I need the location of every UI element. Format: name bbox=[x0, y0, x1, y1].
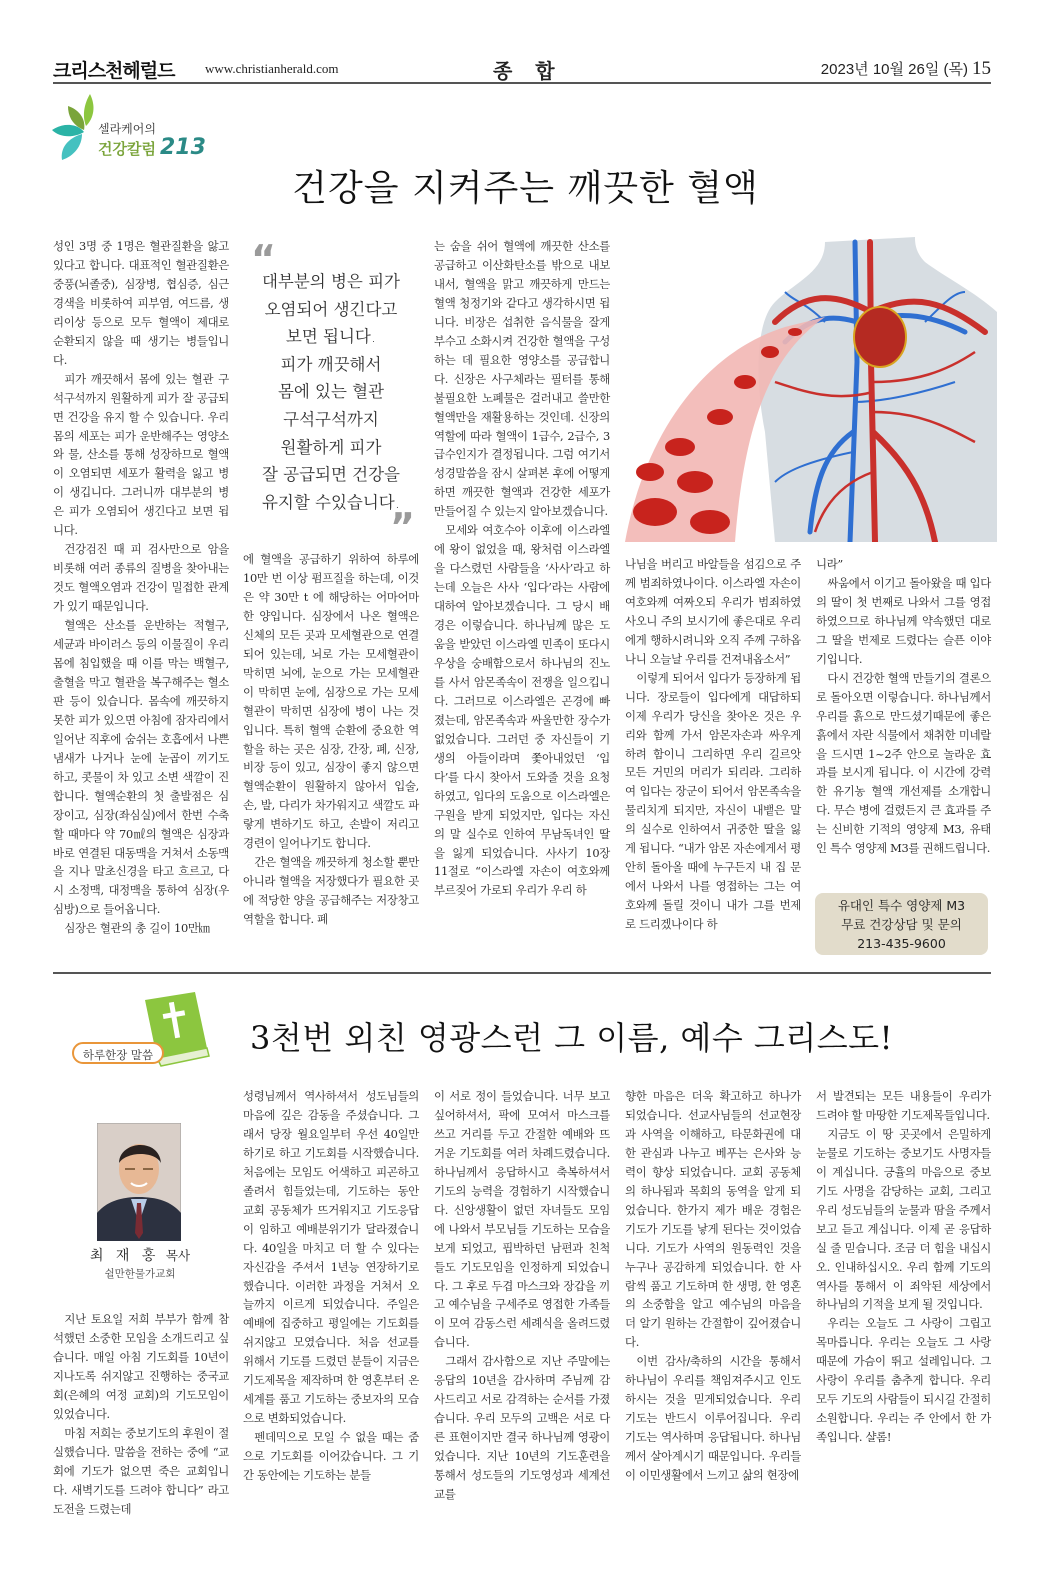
article2-column-2 bbox=[243, 1087, 419, 1485]
leaf-logo-icon bbox=[50, 92, 100, 164]
article1-column-5 bbox=[816, 555, 991, 858]
paragraph: 지난 토요일 저희 부부가 함께 참석했던 소중한 모임을 소개드리고 싶습니다. 매일 아침 기도회를 10년이 지나도록 쉬지않고 진행하는 중국교회(은혜의 여정 교회)의 기도모임이 있었습니다. bbox=[53, 1312, 229, 1421]
paragraph: 니라” bbox=[816, 557, 843, 571]
paragraph: 서 발견되는 모든 내용들이 우리가 드려야 할 마땅한 기도제목들입니다. bbox=[816, 1089, 991, 1122]
pull-quote-line: 유지할 수있습니다. bbox=[261, 492, 400, 512]
paragraph: 성령님께서 역사하셔서 성도님들의 마음에 깊은 감동을 주셨습니다. 그래서 당장 월요일부터 우선 40일만 하기로 하고 기도회를 시작했습니다. 처음에는 모임도 어색하고 피곤하고 졸려서 힘들었는데, 기도하는 동안 교회 공동체가 뜨거워지고 기도응답이 임하고 예배분위기가 달라졌습니다. 40일을 마치고 더 할 수 있다는 자신감을 주셔서 1년능 연장하기로 했습니다. 이러한 과정을 거쳐서 오늘까지 이르게 되었습니다. 주일은 예배에 집중하고 평일에는 기도회를 쉬지않고 모였습니다. 처음 선교를 위해서 기도를 드렸던 분들이 지금은 기도제목을 제작하며 한 영혼부터 온 세계를 품고 기도하는 중보자의 모습으로 변화되었습니다. bbox=[243, 1089, 419, 1426]
issue-date-block bbox=[821, 58, 991, 80]
pull-quote-line: 원활하게 피가 bbox=[280, 437, 382, 457]
logo-title-text: 건강칼럼 bbox=[98, 140, 156, 158]
masthead bbox=[53, 56, 991, 84]
article1-column-4 bbox=[625, 555, 801, 934]
close-quote-icon: ” bbox=[390, 505, 415, 549]
paragraph: 이 서로 정이 들었습니다. 너무 보고 싶어하셔서, 팍에 모여서 마스크를 쓰고 거리를 두고 간절한 예배와 뜨거운 기도회를 여러 차례드렸습니다. 하나님께서 응답하시고 축복하셔서 기도의 능력을 경험하기 시작했습니다. 신앙생활이 없던 자녀들도 모임에 나와서 부모님들 기도하는 모습을 보게 되었고, 핍박하던 남편과 친척들도 기도모임을 인정하게 되었습니다. 그 후로 두겹 마스크와 장갑을 끼고 예수님을 구세주로 영접한 가족들이 모여 감동스런 세례식을 올려드렸습니다. bbox=[434, 1089, 610, 1350]
article2-column-1 bbox=[53, 1310, 229, 1518]
paragraph: 간은 혈액을 깨끗하게 청소할 뿐만 아니라 혈액을 저장했다가 필요한 곳에 적당한 양을 공급해주는 저장창고 역할을 합니다. 폐 bbox=[243, 855, 419, 927]
paragraph: 피가 깨끗해서 몸에 있는 혈관 구석구석까지 원활하게 피가 잘 공급되면 건강을 유지 할 수 있습니다. 우리 몸의 세포는 피가 운반해주는 영양소와 물, 산소를 통해 성장하므로 혈액이 오염되면 세포가 활력을 잃고 병이 생깁니다. 그러니까 대부분의 병은 피가 오염되어 생긴다고 보면 됩니다. bbox=[53, 371, 229, 538]
daily-word-badge: 하루한장 말씀 bbox=[72, 1042, 164, 1064]
paragraph: 심장은 혈관의 총 길이 10만㎞ bbox=[64, 921, 210, 936]
paragraph: 지금도 이 땅 곳곳에서 은밀하게 눈물로 기도하는 중보기도 사명자들이 계십니다. 긍휼의 마음으로 중보기도 사명을 감당하는 교회, 그리고 우리 성도님들의 눈물과 땀을 주께서 보고 듣고 계십니다. 이제 곧 응답하실 줄 믿습니다. 조금 더 힘을 내십시오. 인내하십시오. 우리 함께 기도의 역사를 통해서 이 죄악된 세상에서 하나님의 기적을 보게 될 것입니다. bbox=[816, 1126, 991, 1312]
article1-column-2 bbox=[243, 550, 419, 929]
issue-date: 2023년 10월 26일 (목) bbox=[820, 61, 968, 78]
paragraph: 펜데믹으로 모일 수 없을 때는 줌으로 기도회를 이어갔습니다. 그 기간 동안에는 기도하는 분들 bbox=[243, 1430, 419, 1483]
pull-quote-line: 보면 됩니다. bbox=[285, 327, 377, 347]
pull-quote-text bbox=[243, 268, 419, 516]
paragraph: 이렇게 되어서 입다가 등장하게 됩니다. 장로들이 입다에게 대답하되 이제 우리가 당신을 찾아온 것은 우리와 함께 가서 암몬자손과 싸우게 하려 함이니 그리하면 우리 길르앗 모든 거민의 머리가 되리라. 그리하여 입다는 장군이 되어서 암몬족속을 물리치게 되지만, 자신이 내뱉은 말의 실수로 인하여서 귀중한 딸을 잃게 됩니다. “내가 암몬 자손에게서 평안히 돌아올 때에 누구든지 내 집 문에서 나와서 나를 영접하는 그는 여호와께 돌릴 것이니 내가 그를 번제로 드리겠나이다 하 bbox=[625, 670, 801, 932]
pull-quote bbox=[243, 237, 419, 549]
paragraph: 우리는 오늘도 그 사랑이 그립고 목마릅니다. 우리는 오늘도 그 사랑때문에 가슴이 뛰고 설레입니다. 그 사랑이 우리를 춤추게 합니다. 우리 모두 기도의 사람들이 되시길 간절히 소원합니다. 우리는 주 안에서 한 가족입니다. 샬롬! bbox=[816, 1316, 991, 1445]
pull-quote-line: 피가 깨끗해서 bbox=[280, 354, 382, 374]
author-name-block bbox=[60, 1245, 220, 1265]
logo-title bbox=[98, 135, 206, 160]
paragraph: 모세와 여호수아 이후에 이스라엘에 왕이 없었을 때, 왕처럼 이스라엘을 다스렸던 사람들을 ‘사사’라고 하는데 오늘은 사사 ‘입다’라는 사람에 대하여 알아보겠습니다. 그 당시 배경은 이렇습니다. 하나님께 많은 도움을 받았던 이스라엘 민족이 또다시 우상을 숭배함으로서 하나님의 진노를 사서 암몬족속이 전쟁을 일으킵니다. 그러므로 이스라엘은 곤경에 빠졌는데, 암몬족속과 싸울만한 장수가 없었습니다. 그러던 중 자신들이 기생의 아들이라며 쫓아내었던 ‘입다’를 다시 찾아서 도와줄 것을 요청하였고, 입다의 도움으로 이스라엘은 구원을 받게 되었지만, 입다는 자신의 말 실수로 인하여 무남독녀인 딸을 잃게 되었습니다. 사사기 10장 11절로 “이스라엘 자손이 여호와께 부르짖어 가로되 우리가 우리 하 bbox=[434, 523, 610, 898]
column-logo bbox=[50, 92, 230, 164]
author-name: 최 재 홍 bbox=[89, 1248, 160, 1264]
paragraph: 이번 감사/축하의 시간을 통해서 하나님이 우리를 책임져주시고 인도하시는 것을 믿게되었습니다. 우리 기도는 반드시 이루어집니다. 우리 기도는 역사하며 응답됩니다. 하나님께서 살아계시기 때문입니다. 우리들이 이민생활에서 느끼고 삶의 현장에 bbox=[625, 1354, 801, 1483]
contact-phone[interactable]: 213-435-9600 bbox=[857, 936, 946, 951]
contact-product: 유대인 특수 영양제 M3 bbox=[837, 898, 966, 913]
newspaper-brand: 크리스천헤럴드 bbox=[53, 60, 175, 82]
article2-column-3 bbox=[434, 1087, 610, 1504]
paragraph: 는 숨을 쉬어 혈액에 깨끗한 산소를 공급하고 이산화탄소를 밖으로 내보내서, 혈액을 맑고 깨끗하게 만드는 혈액 청정기와 같다고 생각하시면 됩니다. 비장은 섭취한 음식물을 잘게 부수고 소화시켜 건강한 혈액을 구성하는 데 필요한 영양소를 공급합니다. 신장은 사구체라는 필터를 통해 불필요한 노폐물은 걸러내고 쓸만한 혈액만을 재활용하는 것인데. 신장의 역할에 따라 혈액이 1급수, 2급수, 3급수인지가 결정됩니다. 그럼 여기서 성경말씀을 잠시 살펴본 후에 어떻게 하면 깨끗한 혈액과 건강한 세포가 만들어질 수 있는지 알아보겠습니다. bbox=[434, 239, 610, 519]
paragraph: 마침 저희는 중보기도의 후원이 절실했습니다. 말씀을 전하는 중에 “교회에 기도가 없으면 죽은 교회입니다. 새벽기도를 드려야 합니다” 라고 도전을 드렸는데 bbox=[53, 1425, 229, 1516]
logo-subtitle: 셀라케어의 bbox=[98, 122, 156, 136]
paragraph: 싸움에서 이기고 돌아왔을 때 입다의 딸이 첫 번째로 나와서 그를 영접하였으므로 하나님께 약속했던 대로 그 딸을 번제로 드렸다는 슬픈 이야기입니다. bbox=[816, 575, 991, 666]
article-headline: 건강을 지켜주는 깨끗한 혈액 bbox=[292, 168, 759, 209]
pull-quote-line: 대부분의 병은 피가 bbox=[261, 272, 400, 291]
author-photo bbox=[97, 1123, 181, 1241]
paragraph: 건강검진 때 피 검사만으로 암을 비롯해 여러 종류의 질병을 찾아내는 것도 혈액오염과 건강이 밀접한 관계가 있기 때문입니다. bbox=[53, 542, 229, 614]
paragraph: 성인 3명 중 1명은 혈관질환을 앓고 있다고 합니다. 대표적인 혈관질환은 중풍(뇌졸중), 심장병, 협심증, 심근경색을 비롯하여 피부염, 여드름, 생리이상 등으로 모두 혈액이 제대로 순환되지 않을 때 생기는 병들입니다. bbox=[53, 239, 229, 367]
paragraph: 나님을 버리고 바알들을 섬김으로 주께 범죄하였나이다. 이스라엘 자손이 여호와께 여짜오되 우리가 범죄하였사오니 주의 보시기에 좋은대로 우리에게 행하시려니와 오직 주께 구하옵나니 오늘날 우리를 건져내옵소서” bbox=[625, 557, 801, 666]
article2-column-5 bbox=[816, 1087, 991, 1447]
article1-column-3 bbox=[434, 237, 610, 900]
author-title: 목사 bbox=[165, 1248, 191, 1263]
circulatory-system-illustration bbox=[625, 232, 997, 542]
logo-number: 213 bbox=[159, 135, 206, 160]
article2-column-4 bbox=[625, 1087, 801, 1485]
pull-quote-line: 잘 공급되면 건강을 bbox=[261, 465, 400, 485]
paragraph: 에 혈액을 공급하기 위하여 하루에 10만 번 이상 펌프질을 하는데, 이것은 약 30만 t 에 해당하는 어마어마한 양입니다. 심장에서 나온 혈액은 신체의 모든 곳과 모세혈관으로 연결되어 있는데, 뇌로 가는 모세혈관이 막히면 뇌에, 눈으로 가는 모세혈관이 막히면 눈에, 심장으로 가는 모세혈관이 막히면 심장에 병이 나는 것입니다. 특히 혈액 순환에 중요한 역할을 하는 곳은 심장, 간장, 폐, 신장, 비장 등이 있고, 심장이 좋지 않으면 혈액순환이 원활하지 않아서 입술, 손, 발, 다리가 차가워지고 색깔도 파랗게 변하기도 하고, 손발이 저리고 경련이 일어나기도 합니다. bbox=[243, 552, 419, 851]
site-url[interactable]: www.christianherald.com bbox=[205, 61, 339, 76]
section-name: 종 합 bbox=[493, 59, 563, 83]
pull-quote-line: 몸에 있는 혈관 bbox=[277, 382, 385, 402]
article-headline: 3천번 외친 영광스런 그 이름, 예수 그리스도! bbox=[250, 1019, 893, 1057]
paragraph: 혈액은 산소를 운반하는 적혈구, 세균과 바이러스 등의 이물질이 우리 몸에 침입했을 때 이를 막는 백혈구, 출혈을 막고 혈관을 복구해주는 혈소판 등이 있습니다. 몸속에 깨끗하지 못한 피가 있으면 아침에 잠자리에서 일어난 직후에 숨쉬는 호흡에서 나쁜 냄새가 나거나 눈에 눈곱이 끼기도 하고, 콧물이 차 있고 소변 색깔이 진합니다. 혈액순환의 첫 출발점은 심장이고, 심장(좌심실)에서 한번 수축할 때마다 약 70㎖의 혈액은 심장과 바로 연결된 대동맥을 거쳐서 소동맥을 지나 말초신경을 타고 흐르고, 다시 소정맥, 대정맥을 통하여 심장(우심방)으로 들어옵니다. bbox=[53, 618, 229, 917]
section-divider bbox=[53, 972, 991, 974]
paragraph: 다시 건강한 혈액 만들기의 결론으로 돌아오면 이렇습니다. 하나님께서 우리를 흙으로 만드셨기때문에 좋은 흙에서 자란 식물에서 채취한 미네랄을 드시면 1~2주 안으로 놀라운 효과를 보시게 됩니다. 이 시간에 강력한 유기농 혈액 개선제를 소개합니다. 무슨 병에 걸렸든지 큰 효과를 주는 신비한 기적의 영양제 M3, 유태인 특수 영양제 M3를 권해드립니다. bbox=[816, 670, 991, 856]
contact-box bbox=[815, 893, 988, 955]
article1-column-1 bbox=[53, 237, 229, 938]
author-church: 쉴만한물가교회 bbox=[104, 1268, 176, 1280]
page-number: 15 bbox=[972, 58, 991, 79]
contact-consult: 무료 건강상담 및 문의 bbox=[841, 917, 962, 932]
pull-quote-line: 구석구석까지 bbox=[283, 409, 379, 429]
open-quote-icon: “ bbox=[251, 237, 276, 281]
pull-quote-line: 오염되어 생긴다고 bbox=[264, 299, 398, 319]
paragraph: 향한 마음은 더욱 확고하고 하나가 되었습니다. 선교사님들의 선교현장과 사역을 이해하고, 타문화권에 대한 관심과 나누고 베푸는 은사와 능력이 향상 되었습니다. 교회 공동체의 하나됨과 목회의 동역을 알게 되었습니다. 한가지 제가 배운 경험은 기도가 기도를 낳게 된다는 것이었습니다. 기도가 사역의 원동력인 것을 누구나 공감하게 되었습니다. 한 사람씩 품고 기도하며 한 생명, 한 영혼의 소중함을 알고 예수님의 마음을 더 알기 원하는 간절함이 깊어졌습니다. bbox=[625, 1089, 801, 1350]
paragraph: 그래서 감사함으로 지난 주말에는 응답의 10년을 감사하며 주님께 감사드리고 서로 감격하는 순서를 가졌습니다. 우리 모두의 고백은 서로 다른 표현이지만 결국 하나님께 영광이었습니다. 지난 10년의 기도훈련을 통해서 성도들의 기도영성과 세계선교를 bbox=[434, 1354, 610, 1502]
